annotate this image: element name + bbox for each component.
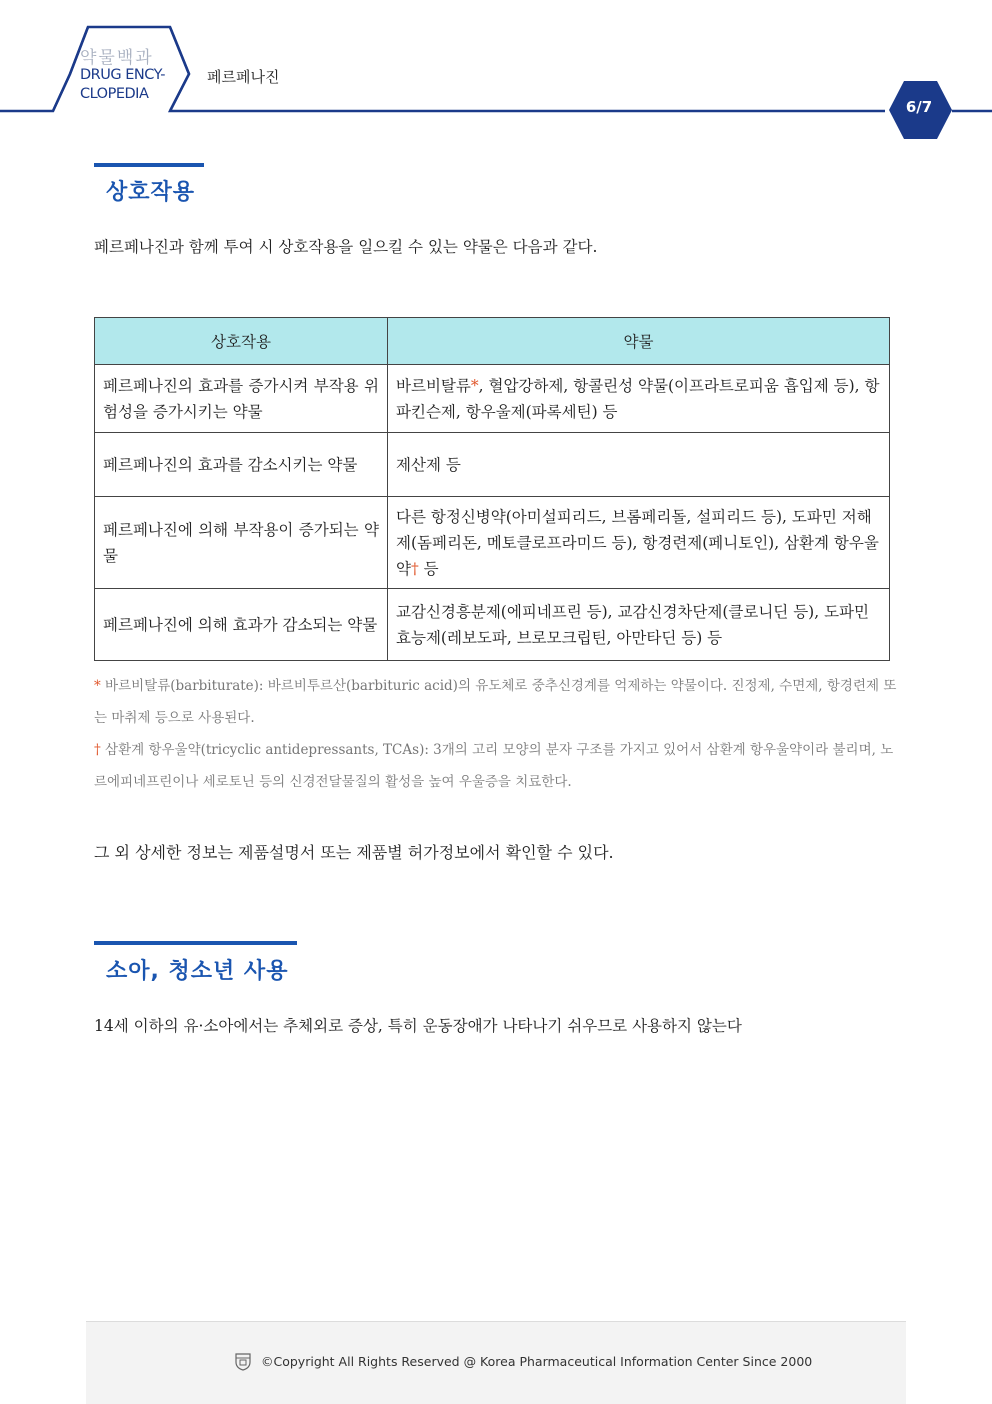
interaction-cell: 페르페나진에 의해 부작용이 증가되는 약물 <box>95 497 388 589</box>
table-row <box>95 433 890 497</box>
logo-english-line2: CLOPEDIA <box>80 86 149 102</box>
interaction-cell: 페르페나진의 효과를 감소시키는 약물 <box>95 433 388 497</box>
footnote-mark-star: * <box>470 376 479 395</box>
drugs-cell: 제산제 등 <box>388 433 890 497</box>
footnote-text: 삼환계 항우울약(tricyclic antidepressants, TCAs): 3개의 고리 모양의 분자 구조를 가지고 있어서 삼환계 항우울약이라 불리며, 노르에피네프린이나 세로토닌 등의 신경전달물질의 활성을 높여 우울증을 치료한다. <box>94 742 894 790</box>
drugs-cell <box>388 497 890 589</box>
footnote-barbiturate <box>94 670 897 734</box>
footnote-text: 바르비탈류(barbiturate): 바르비투르산(barbituric acid)의 유도체로 중추신경계를 억제하는 약물이다. 진정제, 수면제, 항경련제 또는 마취제 등으로 사용된다. <box>94 678 897 726</box>
copyright-text: ©Copyright All Rights Reserved @ Korea Pharmaceutical Information Center Since 2000 <box>261 1354 813 1369</box>
table-row <box>95 365 890 433</box>
interactions-table <box>94 317 890 661</box>
footer <box>86 1321 906 1404</box>
table-row <box>95 497 890 589</box>
section-title-interactions: 상호작용 <box>106 180 196 205</box>
footnote-mark-dagger: † <box>94 742 101 758</box>
drug-name: 페르페나진 <box>207 68 280 86</box>
logo-english <box>80 66 190 104</box>
shield-icon <box>235 1353 251 1371</box>
drugs-text: 바르비탈류 <box>396 376 471 395</box>
page-number: 6/7 <box>905 98 933 116</box>
table-header-drugs: 약물 <box>388 318 890 365</box>
table-header-interaction: 상호작용 <box>95 318 388 365</box>
drugs-text: 다른 항정신병약(아미설피리드, 브롬페리돌, 설피리드 등), 도파민 저해제(돔페리돈, 메토클로프라미드 등), 항경련제(페니토인), 삼환계 항우울약 <box>396 507 879 578</box>
footnote-tca <box>94 734 897 798</box>
more-info-text: 그 외 상세한 정보는 제품설명서 또는 제품별 허가정보에서 확인할 수 있다. <box>94 843 614 862</box>
drugs-cell <box>388 365 890 433</box>
interactions-intro: 페르페나진과 함께 투여 시 상호작용을 일으킬 수 있는 약물은 다음과 같다. <box>94 238 598 256</box>
table-header-row <box>95 318 890 365</box>
drugs-text: , 혈압강하제, 항콜린성 약물(이프라트로피움 흡입제 등), 항파킨슨제, 항우울제(파록세틴) 등 <box>396 376 880 421</box>
footnotes <box>94 670 897 798</box>
section-bar-interactions <box>94 163 204 167</box>
drugs-cell: 교감신경흥분제(에피네프린 등), 교감신경차단제(클로니딘 등), 도파민 효능제(레보도파, 브로모크립틴, 아만타딘 등) 등 <box>388 589 890 661</box>
table-row <box>95 589 890 661</box>
section-bar-pediatric <box>94 941 297 945</box>
interaction-cell: 페르페나진의 효과를 증가시켜 부작용 위험성을 증가시키는 약물 <box>95 365 388 433</box>
footnote-mark-dagger: † <box>410 559 419 578</box>
pediatric-text: 14세 이하의 유·소아에서는 추체외로 증상, 특히 운동장애가 나타나기 쉬우므로 사용하지 않는다 <box>94 1017 742 1035</box>
logo-korean: 약물백과 <box>80 48 154 68</box>
interaction-cell: 페르페나진에 의해 효과가 감소되는 약물 <box>95 589 388 661</box>
logo-english-line1: DRUG ENCY- <box>80 67 165 83</box>
footnote-mark-star: * <box>94 678 101 694</box>
section-title-pediatric: 소아, 청소년 사용 <box>106 959 289 984</box>
drugs-text: 등 <box>418 559 439 578</box>
